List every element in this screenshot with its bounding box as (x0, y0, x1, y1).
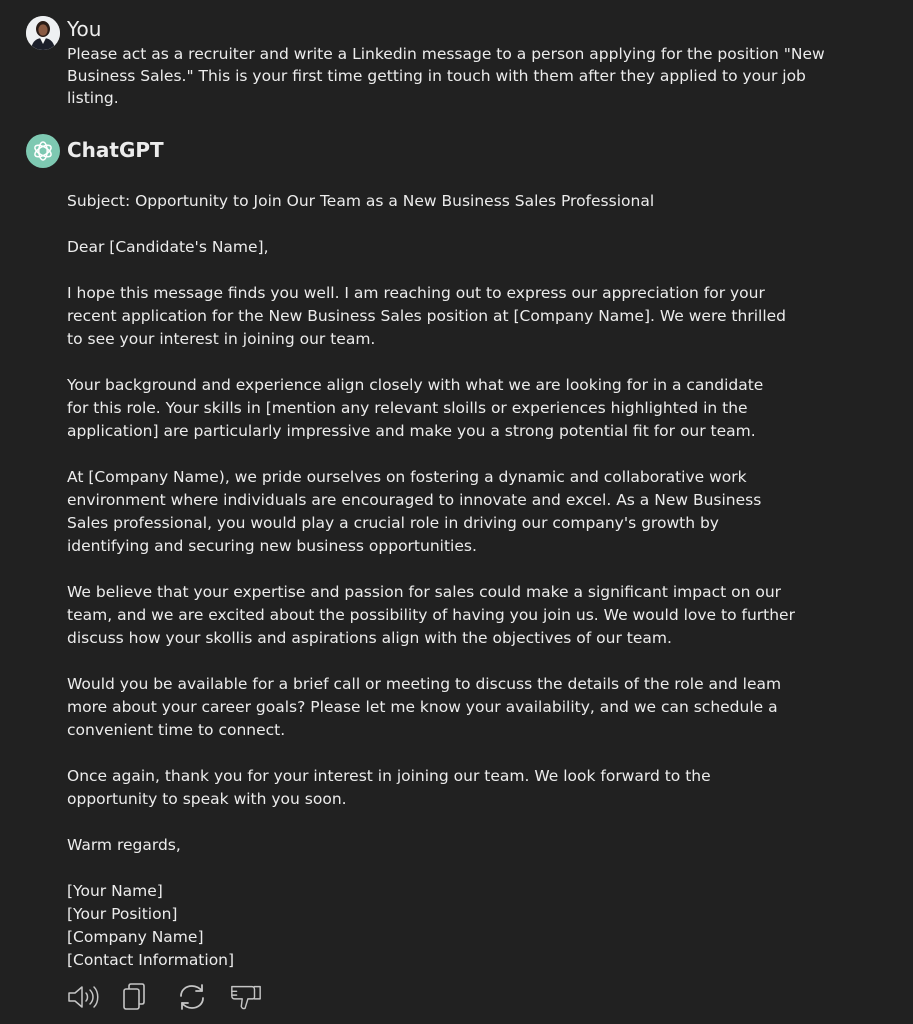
message-paragraph: At [Company Name), we pride ourselves on fostering a dynamic and collaborative work environment where individuals are encouraged to innovate and excel. As a New Business Sales professional, you would play a crucial role in driving our company's growth by identifying and securing new business opportunities. (67, 468, 762, 555)
message-closing: Warm regards, (67, 836, 181, 854)
regenerate-button[interactable] (175, 982, 209, 1012)
user-message-text: Please act as a recruiter and write a Linkedin message to a person applying for the position "New Business Sales." This is your first time getting in touch with them after they applied to your job listing. (67, 45, 825, 107)
message-paragraph: Once again, thank you for your interest in joining our team. We look forward to the opportunity to speak with you soon. (67, 767, 711, 808)
copy-icon (121, 982, 147, 1012)
message-actions (67, 982, 263, 1012)
openai-logo-icon (31, 139, 55, 163)
message-signature: [Your Name] [Your Position] [Company Name] [Contact Information] (67, 882, 235, 969)
user-author-name: You (67, 17, 102, 41)
user-photo-icon (26, 16, 60, 50)
message-greeting: Dear [Candidate's Name], (67, 238, 269, 256)
speaker-icon (67, 983, 101, 1011)
message-paragraph: We believe that your expertise and passion for sales could make a significant impact on our team, and we are excited about the possibility of having you join us. We would love to further discuss how your skollis and aspirations align with the objectives of our team. (67, 583, 795, 647)
chatgpt-avatar (26, 134, 60, 168)
read-aloud-button[interactable] (67, 982, 101, 1012)
assistant-author-name: ChatGPT (67, 138, 164, 162)
thumbs-down-icon (229, 982, 263, 1012)
regenerate-icon (175, 982, 209, 1012)
assistant-message-body (67, 190, 877, 972)
user-avatar (26, 16, 60, 50)
message-paragraph: I hope this message finds you well. I am reaching out to express our appreciation for your recent application for the New Business Sales position at [Company Name]. We were thrilled to see your interest in joining our team. (67, 284, 787, 348)
message-subject: Subject: Opportunity to Join Our Team as a New Business Sales Professional (67, 192, 655, 210)
bad-response-button[interactable] (229, 982, 263, 1012)
message-paragraph: Would you be available for a brief call or meeting to discuss the details of the role and leam more about your career goals? Please let me know your availability, and we can schedule a convenient time to connect. (67, 675, 782, 739)
message-paragraph: Your background and experience align closely with what we are looking for in a candidate for this role. Your skills in [mention any relevant sloills or experiences highlighted in the application] are particularly impressive and make you a strong potential fit for our team. (67, 376, 764, 440)
copy-button[interactable] (121, 982, 155, 1012)
